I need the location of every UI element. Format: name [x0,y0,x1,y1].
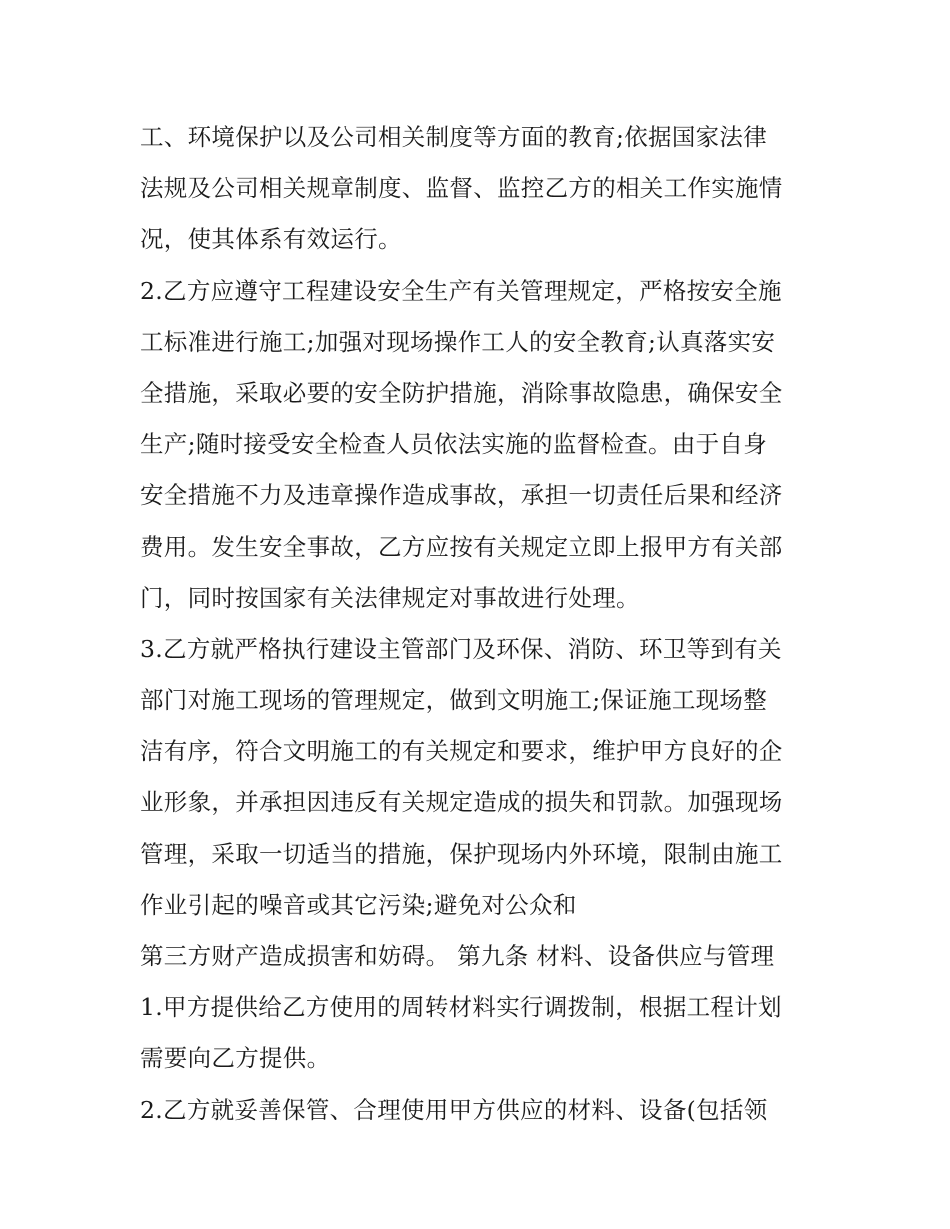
text-line: 费用。发生安全事故，乙方应按有关规定立即上报甲方有关部 [140,532,783,561]
text-line: 工标准进行施工;加强对现场操作工人的安全教育;认真落实安 [140,327,776,356]
text-line: 作业引起的噪音或其它污染;避免对公众和 [140,890,577,919]
text-line: 全措施，采取必要的安全防护措施，消除事故隐患，确保安全 [140,378,783,407]
text-line: 工、环境保护以及公司相关制度等方面的教育;依据国家法律 [140,123,768,151]
text-line: 2.乙方就妥善保管、合理使用甲方供应的材料、设备(包括领 [140,1095,768,1124]
text-line: 业形象，并承担因违反有关规定造成的损失和罚款。加强现场 [140,788,783,817]
text-line: 管理，采取一切适当的措施，保护现场内外环境，限制由施工 [140,839,783,868]
text-line: 况，使其体系有效运行。 [140,225,402,254]
text-line: 第三方财产造成损害和妨碍。 第九条 材料、设备供应与管理 [140,942,775,970]
text-line: 法规及公司相关规章制度、监督、监控乙方的相关工作实施情 [140,174,783,203]
text-line: 生产;随时接受安全检查人员依法实施的监督检查。由于自身 [140,430,768,459]
text-line: 3.乙方就严格执行建设主管部门及环保、消防、环卫等到有关 [140,634,782,663]
text-line: 洁有序，符合文明施工的有关规定和要求，维护甲方良好的企 [140,737,783,766]
text-line: 1.甲方提供给乙方使用的周转材料实行调拨制，根据工程计划 [140,993,782,1022]
document-body [140,112,820,1136]
text-line: 需要向乙方提供。 [140,1044,331,1073]
text-line: 2.乙方应遵守工程建设安全生产有关管理规定，严格按安全施 [140,276,782,305]
text-line: 安全措施不力及违章操作造成事故，承担一切责任后果和经济 [140,481,783,510]
text-line: 门，同时按国家有关法律规定对事故进行处理。 [140,583,640,612]
text-line: 部门对施工现场的管理规定，做到文明施工;保证施工现场整 [140,686,768,715]
